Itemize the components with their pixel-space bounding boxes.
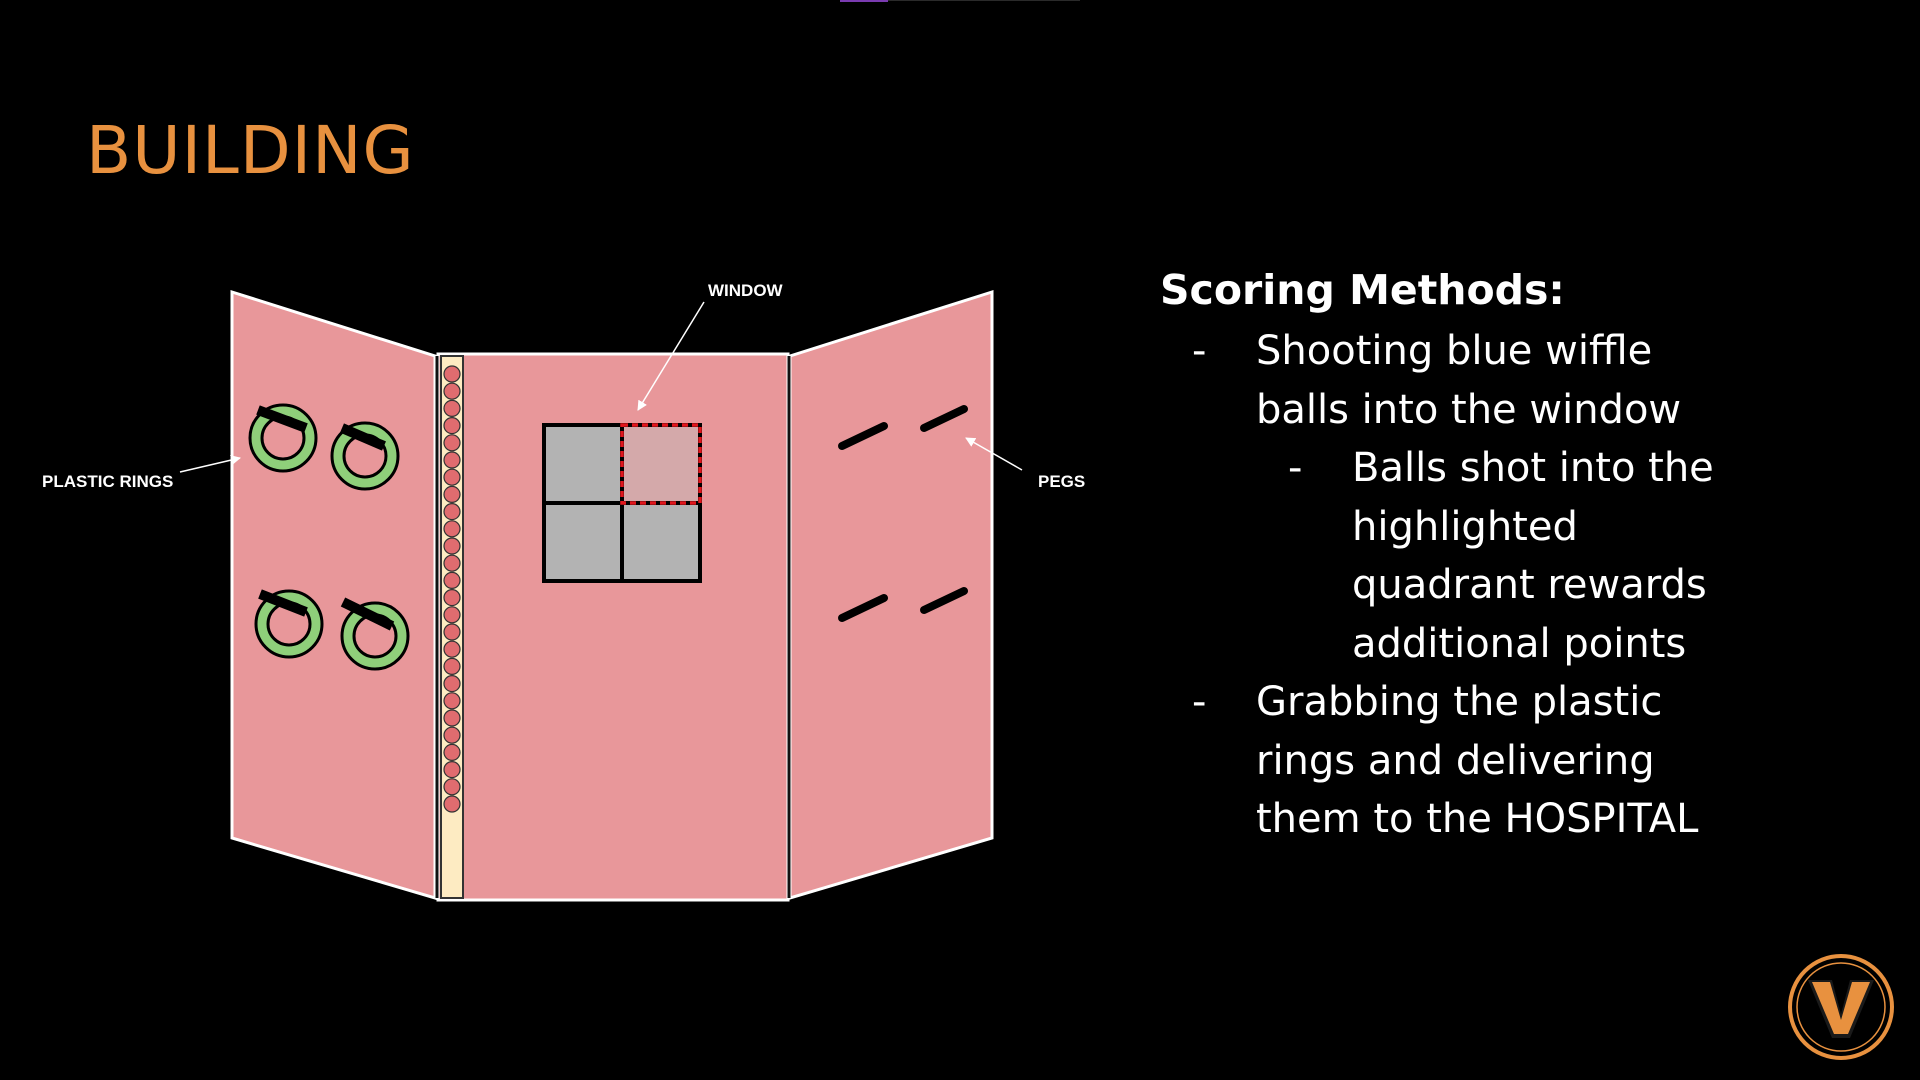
bullet-dash: -	[1288, 445, 1303, 491]
top-divider-segment	[888, 0, 1080, 1]
tube-ball	[444, 418, 460, 434]
scoring-heading: Scoring Methods:	[1160, 266, 1565, 314]
tube-ball	[444, 555, 460, 571]
bullet-dash: -	[1192, 328, 1207, 374]
tube-ball	[444, 435, 460, 451]
top-accent-segment	[840, 0, 888, 2]
tube-ball	[444, 710, 460, 726]
tube-ball	[444, 572, 460, 588]
plastic-rings-label: PLASTIC RINGS	[42, 472, 174, 491]
tube-ball	[444, 744, 460, 760]
tube-ball	[444, 641, 460, 657]
window-quadrant-bottom-right	[622, 503, 700, 581]
tube-ball	[444, 658, 460, 674]
bullet-item	[1160, 673, 1800, 849]
window-quadrant-bottom-left	[544, 503, 622, 581]
tube-ball	[444, 590, 460, 606]
pegs-label: PEGS	[1038, 472, 1086, 491]
bullet-line: Grabbing the plastic	[1256, 679, 1663, 725]
scoring-methods	[1160, 262, 1800, 849]
window-quadrant-top-left	[544, 425, 622, 503]
bullet-line: rings and delivering	[1256, 737, 1655, 784]
tube-ball	[444, 796, 460, 812]
bullet-text	[1352, 439, 1714, 673]
tube-ball	[444, 469, 460, 485]
window-quadrant-top-right-highlighted	[622, 425, 700, 503]
tube-ball	[444, 624, 460, 640]
tube-ball	[444, 693, 460, 709]
bullet-line: highlighted	[1352, 503, 1578, 550]
bullet-line: additional points	[1352, 620, 1687, 667]
top-accent-bar	[840, 0, 1080, 2]
sub-bullet-item	[1160, 439, 1800, 673]
bullet-line: quadrant rewards	[1352, 562, 1707, 608]
tube-ball	[444, 727, 460, 743]
tube-ball	[444, 762, 460, 778]
window-label: WINDOW	[708, 281, 783, 300]
bullet-dash: -	[1192, 679, 1207, 725]
bullet-text	[1256, 322, 1681, 439]
tube-ball	[444, 383, 460, 399]
tube-ball	[444, 366, 460, 382]
tube-ball	[444, 676, 460, 692]
tube-ball	[444, 538, 460, 554]
ball-tube	[441, 356, 463, 898]
v-logo-icon	[1786, 952, 1896, 1062]
tube-ball	[444, 607, 460, 623]
building-diagram	[0, 260, 1120, 920]
tube-ball	[444, 486, 460, 502]
bullet-text	[1256, 673, 1698, 849]
bullet-line: balls into the window	[1256, 386, 1682, 433]
bullet-line: Shooting blue wiffle	[1256, 328, 1653, 374]
tube-ball	[444, 779, 460, 795]
tube-ball	[444, 504, 460, 520]
bullet-line: them to the HOSPITAL	[1256, 796, 1699, 842]
tube-ball	[444, 521, 460, 537]
bullet-item	[1160, 322, 1800, 439]
slide-title: BUILDING	[86, 112, 415, 189]
tube-ball	[444, 400, 460, 416]
bullet-line: Balls shot into the	[1352, 445, 1714, 491]
window	[544, 425, 700, 581]
tube-ball	[444, 452, 460, 468]
